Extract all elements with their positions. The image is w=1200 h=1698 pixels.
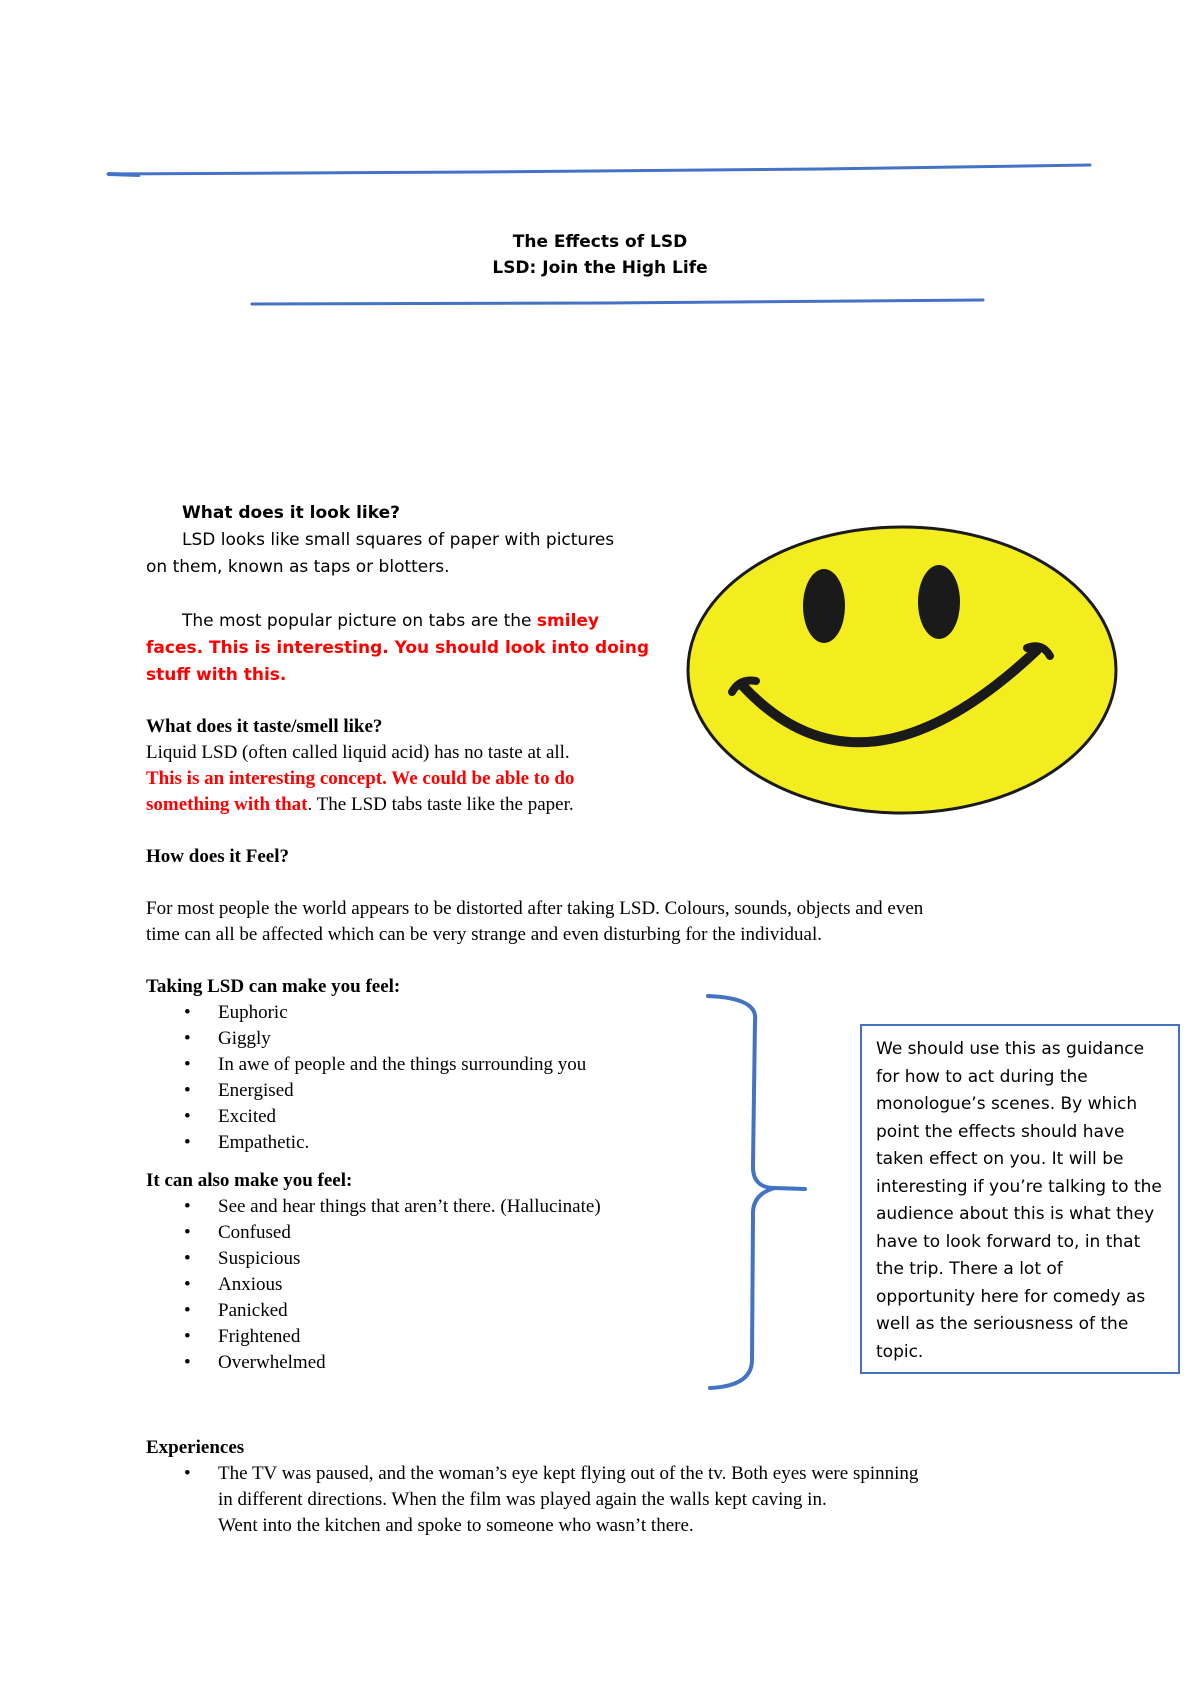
taste-red-1: This is an interesting concept. We could be able to do [146,768,575,789]
top-rule [100,160,1100,180]
list-item: • Euphoric [184,1002,288,1023]
popular-red-1: smiley [536,611,600,631]
also-feel-heading: It can also make you feel: [146,1170,353,1191]
smiley-face-image [682,520,1122,820]
popular-line [146,608,706,635]
page-subtitle: LSD: Join the High Life [492,258,708,278]
taste-line-1: Liquid LSD (often called liquid acid) has no taste at all. [146,742,570,763]
taste-red-2: something with that [146,794,308,815]
experiences-list [146,1461,1106,1487]
list-item: • Excited [184,1106,277,1127]
taste-heading: What does it taste/smell like? [146,716,383,737]
list-item: • Energised [184,1080,294,1101]
list-item: • Overwhelmed [184,1352,326,1373]
make-feel-heading: Taking LSD can make you feel: [146,976,401,997]
subtitle-rule [248,296,988,310]
note-box [860,1024,1180,1374]
feel-heading: How does it Feel? [146,846,290,867]
taste-section [146,714,706,818]
look-heading: What does it look like? [182,503,400,523]
experiences-line-2: in different directions. When the film was played again the walls kept caving in. [218,1489,827,1510]
taste-line-3 [146,792,706,818]
look-line-2: on them, known as taps or blotters. [146,557,450,577]
popular-red-2: faces. This is interesting. You should look into doing [146,638,649,658]
look-section [146,500,706,689]
also-feel-list [146,1194,766,1376]
list-item: • Panicked [184,1300,288,1321]
list-item: • In awe of people and the things surrounding you [184,1054,587,1075]
page-title: The Effects of LSD [512,232,688,252]
look-line-1: LSD looks like small squares of paper with pictures [182,530,615,550]
popular-prefix: The most popular picture on tabs are the [182,611,537,631]
experiences-line-3: Went into the kitchen and spoke to someone who wasn’t there. [218,1515,694,1536]
also-feel-section [146,1168,766,1376]
list-item: • The TV was paused, and the woman’s eye kept flying out of the tv. Both eyes were spinning [184,1463,919,1484]
list-item: • Giggly [184,1028,271,1049]
experiences-section [146,1435,1106,1539]
list-item: • Suspicious [184,1248,301,1269]
make-feel-list [146,1000,766,1156]
popular-red-3: stuff with this. [146,665,287,685]
brace-connector [700,990,820,1400]
make-feel-section [146,974,766,1156]
list-item: • Confused [184,1222,291,1243]
feel-line-2: time can all be affected which can be very strange and even disturbing for the individual. [146,924,823,945]
feel-section [146,844,1106,948]
taste-tail: . The LSD tabs taste like the paper. [307,794,574,815]
list-item: • Frightened [184,1326,301,1347]
list-item: • Anxious [184,1274,283,1295]
experiences-heading: Experiences [146,1437,245,1458]
note-text: We should use this as guidance for how to act during the monologue’s scenes. By which point the effects should have taken effect on you. It will be interesting if you’re talking to the audience about this is what they have to look forward to, in that the trip. There a lot of opportunity here for comedy as well as the seriousness of the topic. [876,1039,1162,1362]
feel-line-1: For most people the world appears to be distorted after taking LSD. Colours, sounds, objects and even [146,898,924,919]
list-item: • Empathetic. [184,1132,310,1153]
list-item: • See and hear things that aren’t there. (Hallucinate) [184,1196,601,1217]
